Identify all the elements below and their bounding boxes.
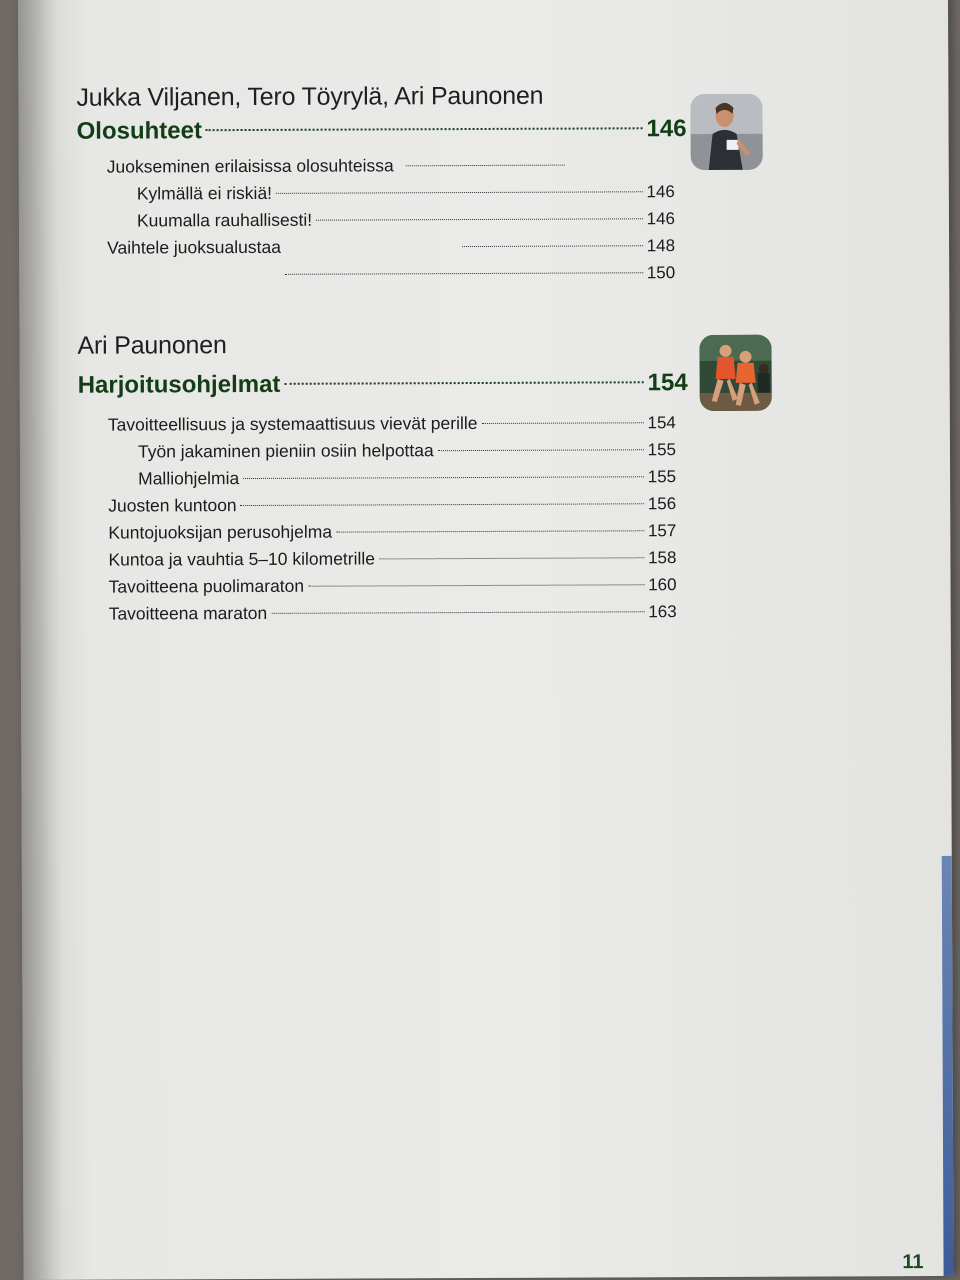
dot-leader bbox=[379, 557, 644, 559]
toc-section-olosuhteet bbox=[76, 79, 687, 289]
page-edge-strip bbox=[942, 856, 954, 1276]
dot-leader bbox=[241, 503, 644, 506]
toc-entry bbox=[77, 259, 675, 289]
toc-entry-page: 158 bbox=[648, 548, 677, 568]
toc-entry-page: 156 bbox=[647, 494, 677, 514]
toc-entry-page: 160 bbox=[648, 575, 677, 595]
chapter-title: Olosuhteet bbox=[76, 117, 202, 145]
toc-entry-label: Malliohjelmia bbox=[138, 468, 240, 489]
toc-entry-page: 155 bbox=[647, 440, 677, 460]
toc-entry-label: Tavoitteena maraton bbox=[108, 602, 268, 624]
toc-entry bbox=[78, 517, 676, 547]
toc-entries bbox=[78, 409, 689, 628]
toc-entry-label: Kuntojuoksijan perusohjelma bbox=[108, 521, 333, 543]
dot-leader bbox=[308, 584, 644, 586]
dot-leader bbox=[336, 530, 644, 532]
dot-leader bbox=[481, 422, 643, 424]
dot-leader bbox=[284, 381, 643, 385]
toc-entry-page: 154 bbox=[647, 413, 676, 433]
toc-entry-label: Kylmällä ei riskiä! bbox=[136, 182, 273, 204]
runners-group-photo-icon bbox=[699, 335, 771, 411]
runner-photo-icon bbox=[690, 94, 762, 170]
toc-entry bbox=[77, 151, 675, 181]
section-author: Ari Paunonen bbox=[77, 331, 227, 360]
dot-leader bbox=[276, 191, 642, 194]
toc-entry bbox=[77, 232, 675, 262]
toc-entry bbox=[79, 598, 677, 628]
dot-leader bbox=[271, 611, 644, 614]
chapter-page-number: 154 bbox=[647, 369, 688, 397]
chapter-title: Harjoitusohjelmat bbox=[77, 370, 281, 399]
toc-entry-page: 157 bbox=[647, 521, 677, 541]
dot-leader bbox=[243, 476, 643, 479]
toc-entry-label: Tavoitteellisuus ja systemaattisuus vievät perille bbox=[107, 412, 478, 435]
toc-entries bbox=[77, 151, 688, 289]
toc-entry bbox=[78, 436, 676, 466]
toc-entry-label: Kuntoa ja vauhtia 5–10 kilometrille bbox=[108, 548, 376, 570]
toc-entry-page: 155 bbox=[647, 467, 677, 487]
section-author: Jukka Viljanen, Tero Töyrylä, Ari Paunonen bbox=[76, 81, 544, 112]
toc-entry-label: Vaihtele juoksualustaa bbox=[107, 236, 281, 258]
dot-leader bbox=[285, 272, 643, 275]
toc-entry bbox=[78, 463, 676, 493]
toc-entry-page: 163 bbox=[648, 602, 677, 622]
toc-entry-label: Kuumalla rauhallisesti! bbox=[136, 209, 313, 231]
dot-leader bbox=[406, 165, 565, 167]
toc-entry-page: 150 bbox=[646, 263, 676, 283]
toc-entry bbox=[78, 409, 676, 439]
chapter-page-number: 146 bbox=[646, 115, 687, 143]
toc-entry bbox=[78, 490, 676, 520]
toc-entry-label: Työn jakaminen pieniin osiin helpottaa bbox=[137, 440, 434, 462]
chapter-heading bbox=[78, 365, 688, 404]
page-number: 11 bbox=[902, 1251, 924, 1274]
chapter-heading bbox=[76, 111, 686, 150]
toc-entry bbox=[79, 571, 677, 601]
toc-entry-page: 146 bbox=[646, 182, 675, 202]
book-page bbox=[18, 0, 954, 1280]
toc-entry-label: Tavoitteena puolimaraton bbox=[108, 575, 305, 597]
spine-shadow bbox=[18, 0, 64, 1280]
toc-entry-label: Juokseminen erilaisissa olosuhteissa bbox=[106, 155, 394, 177]
toc-entry bbox=[78, 544, 676, 574]
toc-entry-page: 146 bbox=[646, 209, 676, 229]
dot-leader bbox=[206, 127, 643, 131]
toc-entry-label: Juosten kuntoon bbox=[108, 495, 237, 516]
dot-leader bbox=[438, 449, 644, 451]
toc-section-harjoitusohjelmat bbox=[77, 327, 688, 628]
toc-entry-page: 148 bbox=[646, 236, 676, 256]
